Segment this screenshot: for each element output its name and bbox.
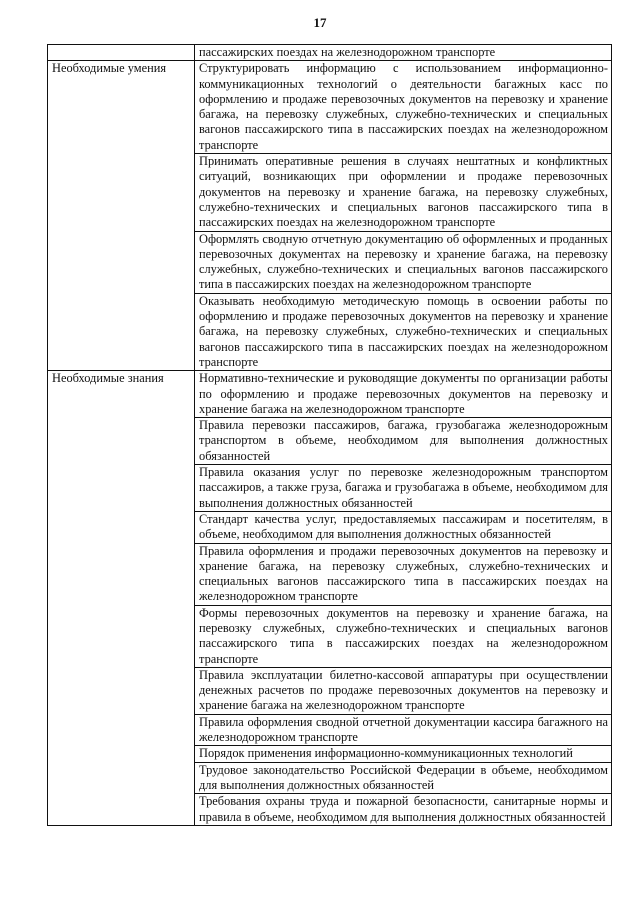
page-number: 17 bbox=[313, 15, 327, 30]
requirement-text-cell: Формы перевозочных документов на перевозку и хранение багажа, на перевозку служебных, служебно-технических и специальных вагонов пассажирского типа в пассажирских поездах на железнодорожном транспорте bbox=[195, 605, 612, 667]
requirements-table bbox=[47, 44, 612, 826]
requirement-text-cell: Правила оформления и продажи перевозочных документов на перевозку и хранение багажа, на перевозку служебных, служебно-технических и специальных вагонов пассажирского типа в пассажирских поездах на железнодорожном транспорте bbox=[195, 543, 612, 605]
requirement-text-cell: Структурировать информацию с использованием информационно-коммуникационных технологий о деятельности багажных касс по оформлению и продаже перевозочных документов на перевозку и хранение багажа, на перевозку служебных, служебно-технических и специальных вагонов пассажирского типа в пассажирских поездах на железнодорожном транспорте bbox=[195, 61, 612, 154]
continuation-row bbox=[48, 45, 612, 61]
requirement-row bbox=[48, 61, 612, 154]
requirements-table-body bbox=[48, 45, 612, 826]
requirement-text-cell: Правила перевозки пассажиров, багажа, грузобагажа железнодорожным транспортом в объеме, необходимом для выполнения должностных обязанностей bbox=[195, 418, 612, 465]
section-label-cell: Необходимые знания bbox=[48, 371, 195, 826]
requirement-text-cell: Требования охраны труда и пожарной безопасности, санитарные нормы и правила в объеме, необходимом для выполнения должностных обязанностей bbox=[195, 794, 612, 826]
requirement-text-cell: Стандарт качества услуг, предоставляемых пассажирам и посетителям, в объеме, необходимом для выполнения должностных обязанностей bbox=[195, 511, 612, 543]
requirement-text-cell: Правила эксплуатации билетно-кассовой аппаратуры при осуществлении денежных расчетов по продаже перевозочных документов на перевозку и хранение багажа на железнодорожном транспорте bbox=[195, 667, 612, 714]
continuation-label-cell bbox=[48, 45, 195, 61]
requirement-text-cell: Принимать оперативные решения в случаях нештатных и конфликтных ситуаций, возникающих при оформлении и продаже перевозочных документов на перевозку и хранение багажа, на перевозку служебных, служебно-технических и специальных вагонов пассажирского типа в пассажирских поездах на железнодорожном транспорте bbox=[195, 154, 612, 231]
section-label-cell: Необходимые умения bbox=[48, 61, 195, 371]
requirement-text-cell: Правила оформления сводной отчетной документации кассира багажного на железнодорожном транспорте bbox=[195, 714, 612, 746]
requirement-text-cell: Правила оказания услуг по перевозке железнодорожным транспортом пассажиров, а также груза, багажа и грузобагажа в объеме, необходимом для выполнения должностных обязанностей bbox=[195, 465, 612, 512]
requirement-text-cell: Нормативно-технические и руководящие документы по организации работы по оформлению и продаже перевозочных документов на перевозку и хранение багажа на железнодорожном транспорте bbox=[195, 371, 612, 418]
requirement-text-cell: Трудовое законодательство Российской Федерации в объеме, необходимом для выполнения должностных обязанностей bbox=[195, 762, 612, 794]
requirement-text-cell: Оформлять сводную отчетную документацию об оформленных и проданных перевозочных документах на перевозку и хранение багажа, на перевозку служебных, служебно-технических и специальных вагонов пассажирского типа в пассажирских поездах на железнодорожном транспорте bbox=[195, 231, 612, 293]
requirement-text-cell: Порядок применения информационно-коммуникационных технологий bbox=[195, 746, 612, 762]
requirement-text-cell: Оказывать необходимую методическую помощь в освоении работы по оформлению и продаже перевозочных документов на перевозку и хранение багажа, на перевозку служебных, служебно-технических и специальных вагонов пассажирского типа в пассажирских поездах на железнодорожном транспорте bbox=[195, 293, 612, 370]
continuation-text-cell: пассажирских поездах на железнодорожном транспорте bbox=[195, 45, 612, 61]
requirement-row bbox=[48, 371, 612, 418]
